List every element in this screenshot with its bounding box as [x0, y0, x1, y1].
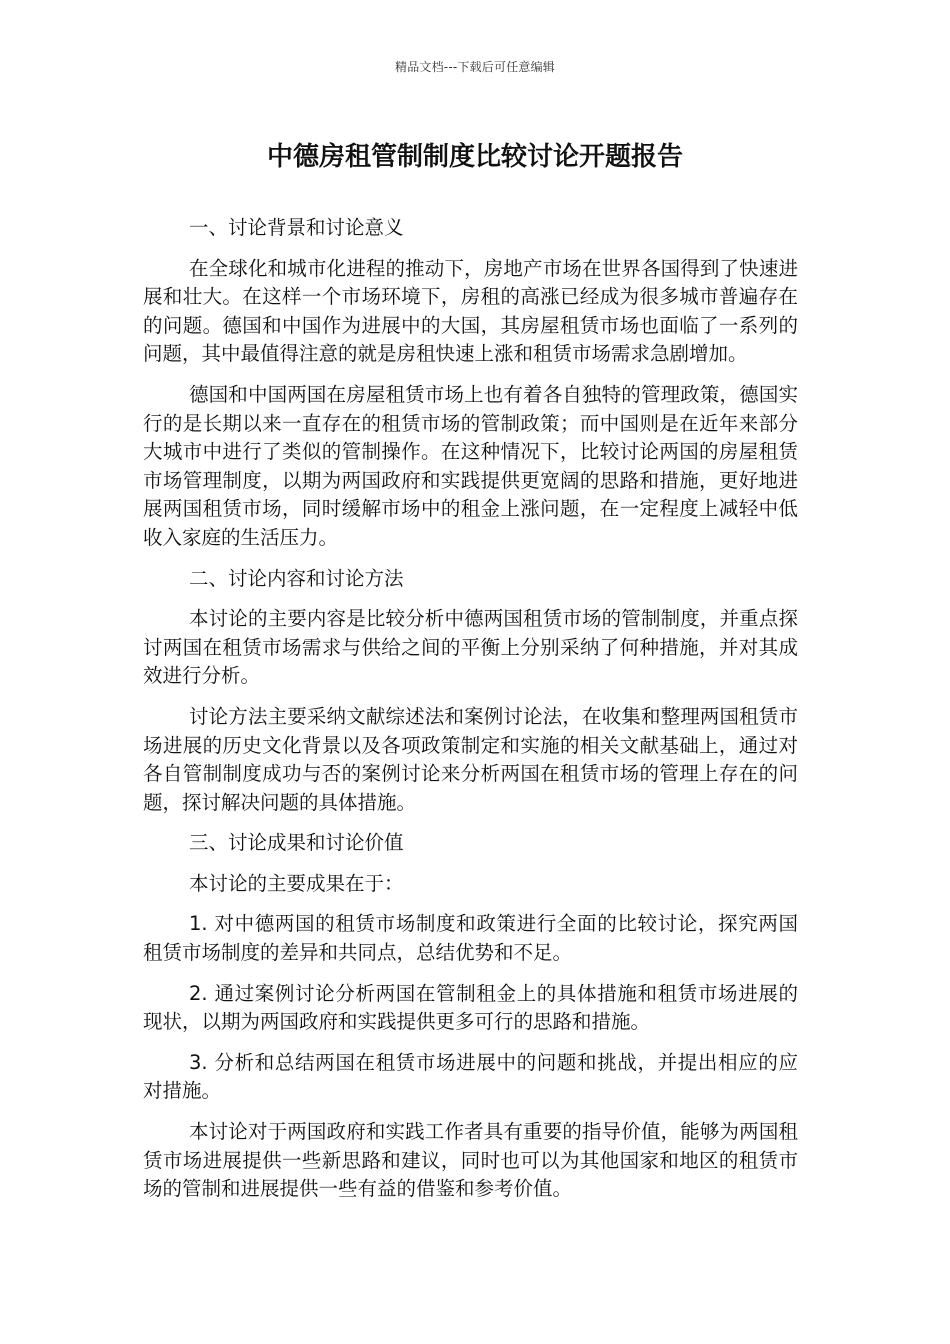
- section-heading: 二、讨论内容和讨论方法: [189, 566, 404, 590]
- document-body: [143, 214, 798, 1216]
- paragraph: 本讨论对于两国政府和实践工作者具有重要的指导价值，能够为两国租赁市场进展提供一些新思路和建议，同时也可以为其他国家和地区的租赁市场的管制和进展提供一些有益的借鉴和参考价值。: [143, 1120, 798, 1201]
- paragraph: 在全球化和城市化进程的推动下，房地产市场在世界各国得到了快速进展和壮大。在这样一个市场环境下，房租的高涨已经成为很多城市普遍存在的问题。德国和中国作为进展中的大国，其房屋租赁市场也面临了一系列的问题，其中最值得注意的就是房租快速上涨和租赁市场需求急剧增加。: [143, 256, 798, 366]
- section-heading: 三、讨论成果和讨论价值: [189, 831, 404, 855]
- list-item: 2. 通过案例讨论分析两国在管制租金上的具体措施和租赁市场进展的现状，以期为两国政府和实践提供更多可行的思路和措施。: [143, 981, 798, 1034]
- list-item: 1. 对中德两国的租赁市场制度和政策进行全面的比较讨论，探究两国租赁市场制度的差异和共同点，总结优势和不足。: [143, 912, 798, 965]
- paragraph: 本讨论的主要成果在于：: [189, 871, 404, 895]
- section-heading: 一、讨论背景和讨论意义: [189, 216, 404, 239]
- paragraph: 本讨论的主要内容是比较分析中德两国租赁市场的管制制度，并重点探讨两国在租赁市场需求与供给之间的平衡上分别采纳了何种措施，并对其成效进行分析。: [143, 607, 798, 688]
- list-item: 3. 分析和总结两国在租赁市场进展中的问题和挑战，并提出相应的应对措施。: [143, 1050, 798, 1103]
- document-title: 中德房租管制制度比较讨论开题报告: [266, 142, 683, 172]
- header-note: 精品文档---下载后可任意编辑: [395, 60, 555, 74]
- paragraph: 德国和中国两国在房屋租赁市场上也有着各自独特的管理政策，德国实行的是长期以来一直存在的租赁市场的管制政策；而中国则是在近年来部分大城市中进行了类似的管制操作。在这种情况下，比较讨论两国的房屋租赁市场管理制度，以期为两国政府和实践提供更宽阔的思路和措施，更好地进展两国租赁市场，同时缓解市场中的租金上涨问题，在一定程度上减轻中低收入家庭的生活压力。: [143, 382, 798, 549]
- paragraph: 讨论方法主要采纳文献综述法和案例讨论法，在收集和整理两国租赁市场进展的历史文化背景以及各项政策制定和实施的相关文献基础上，通过对各自管制制度成功与否的案例讨论来分析两国在租赁市场的管理上存在的问题，探讨解决问题的具体措施。: [143, 704, 798, 814]
